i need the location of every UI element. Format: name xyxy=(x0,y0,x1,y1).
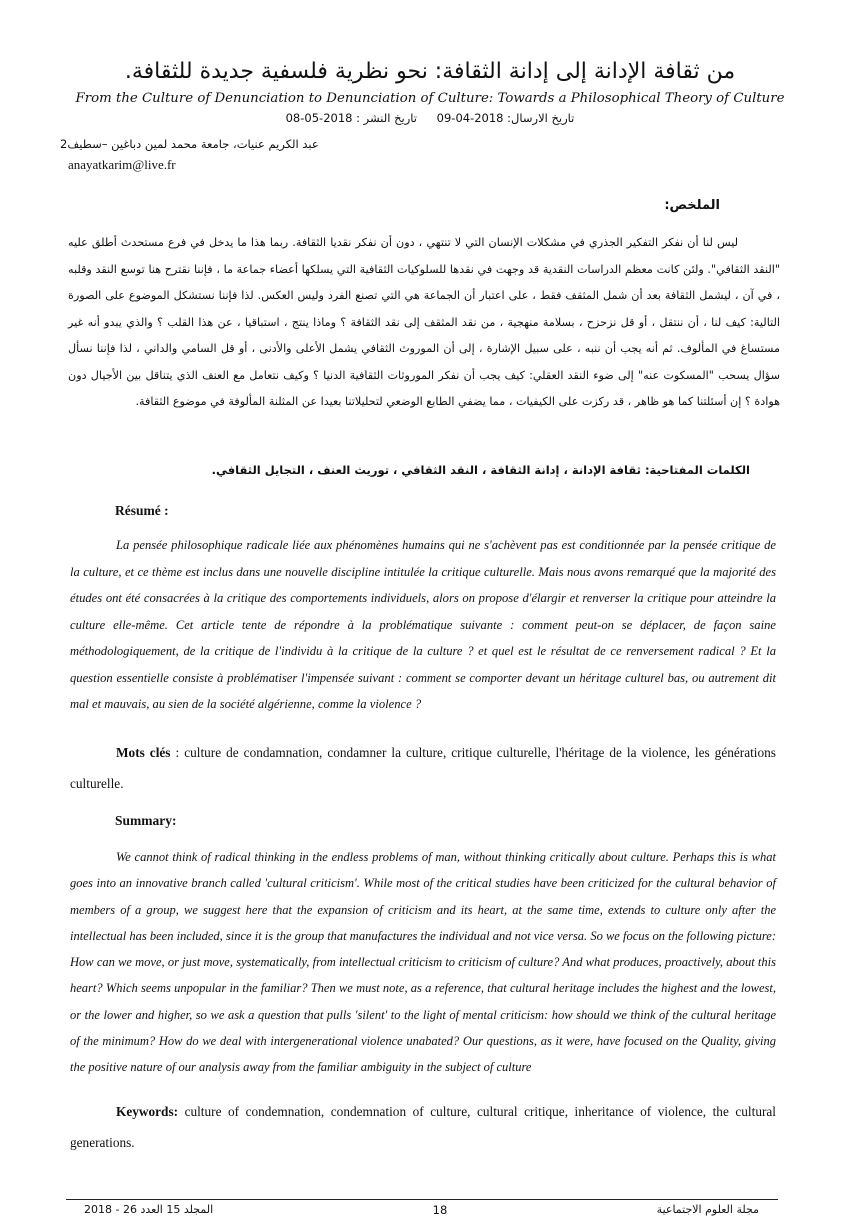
english-abstract-text: We cannot think of radical thinking in the endless problems of man, without thinking critically about culture. Perhaps this is what goes into an innovative branch called 'cultural criticism'. While most of the critical studies have been criticized for the cultural behavior of members of a group, we suggest here that the expansion of criticism and its heart, at the same time, extends to culture only after the intellectual has been included, since it is the group that manufactures the individual and not vice versa. So we focus on the following picture: How can we move, or just move, systematically, from intellectual criticism to criticism of culture? And what produces, proactively, about this heart? Which seems unpopular in the familiar? Then we must note, as a reference, that cultural heritage includes the highest and the lowest, or the lower and higher, so we ask a question that pulls 'silent' to the light of mental criticism: how should we think of the cultural heritage of the minimum? How do we deal with intergenerational violence unabated? Our questions, as it were, have focused on the Quality, giving the positive nature of our analysis away from the familiar ambiguity in the subject of culture xyxy=(70,850,776,1075)
received-date-line xyxy=(437,111,575,125)
english-keywords-text: culture of condemnation, condemnation of culture, cultural critique, inheritance of violence, the cultural generations. xyxy=(70,1104,776,1150)
english-abstract-heading: Summary: xyxy=(115,813,177,828)
footer-volume-issue: المجلد 15 العدد 26 - 2018 xyxy=(84,1203,214,1216)
footer-divider xyxy=(66,1199,778,1200)
page-number: 18 xyxy=(432,1203,448,1217)
published-label: تاريخ النشر : xyxy=(356,111,417,125)
arabic-keywords-label: الكلمات المفتاحية: xyxy=(644,463,750,477)
received-date: 2018-04-09 xyxy=(436,111,504,125)
published-date-line xyxy=(286,111,417,125)
submission-dates xyxy=(60,109,800,127)
french-keywords-text: : culture de condamnation, condamner la culture, critique culturelle, l'héritage de la violence, les générations culturelle. xyxy=(70,745,776,791)
english-title: From the Culture of Denunciation to Denunciation of Culture: Towards a Philosophical Theory of Culture xyxy=(75,91,785,106)
french-keywords-label: Mots clés xyxy=(116,745,171,760)
french-keywords xyxy=(70,737,776,799)
arabic-title: من ثقافة الإدانة إلى إدانة الثقافة: نحو نظرية فلسفية جديدة للثقافة. xyxy=(124,59,736,84)
english-keywords xyxy=(70,1096,776,1158)
received-label: تاريخ الارسال: xyxy=(507,111,575,125)
english-keywords-label: Keywords: xyxy=(116,1104,179,1119)
french-abstract-text: La pensée philosophique radicale liée aux phénomènes humains qui ne s'achèvent pas est conditionnée par la pensée critique de la culture, et ce thème est inclus dans une nouvelle discipline intitulée la critique culturelle. Mais nous avons remarqué que la majorité des études ont été consacrées à la critique des comportements individuels, alors on propose d'élargir et renverser la critique pour atteindre la culture elle-même. Cet article tente de répondre à la problématique suivante : comment peut-on se déplacer, de façon saine méthodologiquement, de la critique de l'individu à la critique de la culture ? et quel est le résultat de ce renversement radical ? Et la question essentielle consiste à problématiser l'impensée suivant : comment se comporter devant un héritage culturel bas, ou autrement dit mal et mauvais, au sien de la société algérienne, comme la violence ? xyxy=(70,538,776,711)
author-affiliation: عبد الكريم عنيات، جامعة محمد لمين دباغين –سطيف2 xyxy=(60,137,319,151)
arabic-keywords xyxy=(60,460,750,480)
author-email[interactable]: anayatkarim@live.fr xyxy=(68,157,176,172)
french-abstract-heading: Résumé : xyxy=(115,503,169,518)
arabic-abstract-text: ليس لنا أن نفكر التفكير الجذري في مشكلات الإنسان التي لا تنتهي ، دون أن نفكر نقديا الثقافة. ربما هذا ما يدخل في فرع مستحدث أطلق عليه "النقد الثقافي". ولئن كانت معظم الدراسات النقدية قد وجهت في نقدها للسلوكيات الثقافية التي يسلكها أعضاء جماعة ما ، فإننا نقترح هنا توسع النقد وقلبه ، في آن ، ليشمل الثقافة بعد أن شمل المثقف فقط ، على اعتبار أن الجماعة هي التي تصنع الفرد وليس العكس. لذا فإننا نستشكل الموضوع على الصورة التالية: كيف لنا ، أن ننتقل ، أو قل نزحزح ، بسلامة منهجية ، من نقد المثقف إلى نقد الثقافة ؟ وماذا ينتج ، استباقيا ، عن هذا القلب ؟ والذي يبدو أنه غير مستساغ في المألوف. ثم أنه يجب أن ننبه ، على سبيل الإشارة ، إلى أن الموروث الثقافي يشمل الأعلى والأدنى ، أو قل السامي والداني ، لذا فإننا نسأل سؤال يسحب "المسكوت عنه" إلى ضوء النقد العقلي: كيف يجب أن نفكر الموروثات الثقافية الدنيا ؟ وكيف نتعامل مع العنف الذي يتناقل بين الأجيال دون هوادة ؟ إن أسئلتنا كما هو ظاهر ، قد ركزت على الكيفيات ، مما يضفي الطابع الوضعي لتحليلاتنا بعيدا عن المثلنة المألوفة في موضوع الثقافة. xyxy=(68,236,780,408)
arabic-abstract-heading: الملخص: xyxy=(664,198,720,213)
arabic-abstract xyxy=(68,230,780,416)
footer-journal-name: مجلة العلوم الاجتماعية xyxy=(656,1203,759,1216)
published-date: 2018-05-08 xyxy=(285,111,353,125)
arabic-keywords-text: ثقافة الإدانة ، إدانة الثقافة ، النقد الثقافي ، توريث العنف ، التجايل الثقافي. xyxy=(211,463,641,477)
